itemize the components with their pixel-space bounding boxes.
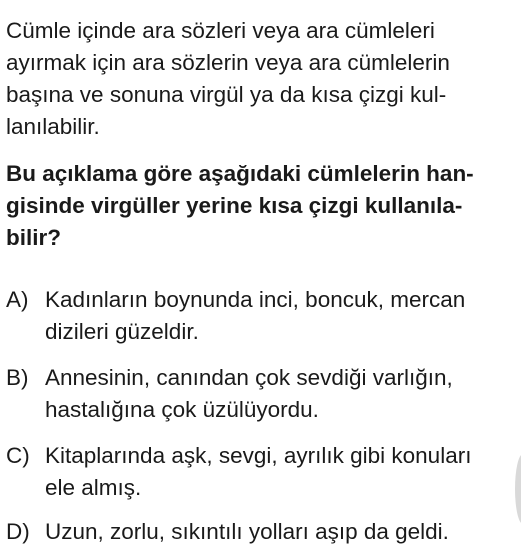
intro-line: başına ve sonuna virgül ya da kısa çizgi kul- [6,82,447,107]
option-text: hastalığına çok üzülüyordu. [45,397,319,422]
option-text: Kitaplarında aşk, sevgi, ayrılık gibi konuları [45,443,472,468]
page-edge-shadow [515,454,521,524]
question-line: Bu açıklama göre aşağıdaki cümlelerin han- [6,161,474,186]
option-letter: D) [6,519,30,544]
question-line: gisinde virgüller yerine kısa çizgi kullanıla- [6,193,463,218]
option-letter: C) [6,443,30,468]
option-letter: A) [6,287,29,312]
question-line: bilir? [6,225,61,250]
intro-line: lanılabilir. [6,114,100,139]
option-text: Annesinin, canından çok sevdiği varlığın, [45,365,453,390]
intro-line: Cümle içinde ara sözleri veya ara cümleleri [6,18,435,43]
option-letter: B) [6,365,29,390]
option-text: Kadınların boynunda inci, boncuk, mercan [45,287,466,312]
intro-line: ayırmak için ara sözlerin veya ara cümlelerin [6,50,450,75]
option-text: Uzun, zorlu, sıkıntılı yolları aşıp da geldi. [45,519,449,544]
option-text: ele almış. [45,475,142,500]
option-text: dizileri güzeldir. [45,319,199,344]
